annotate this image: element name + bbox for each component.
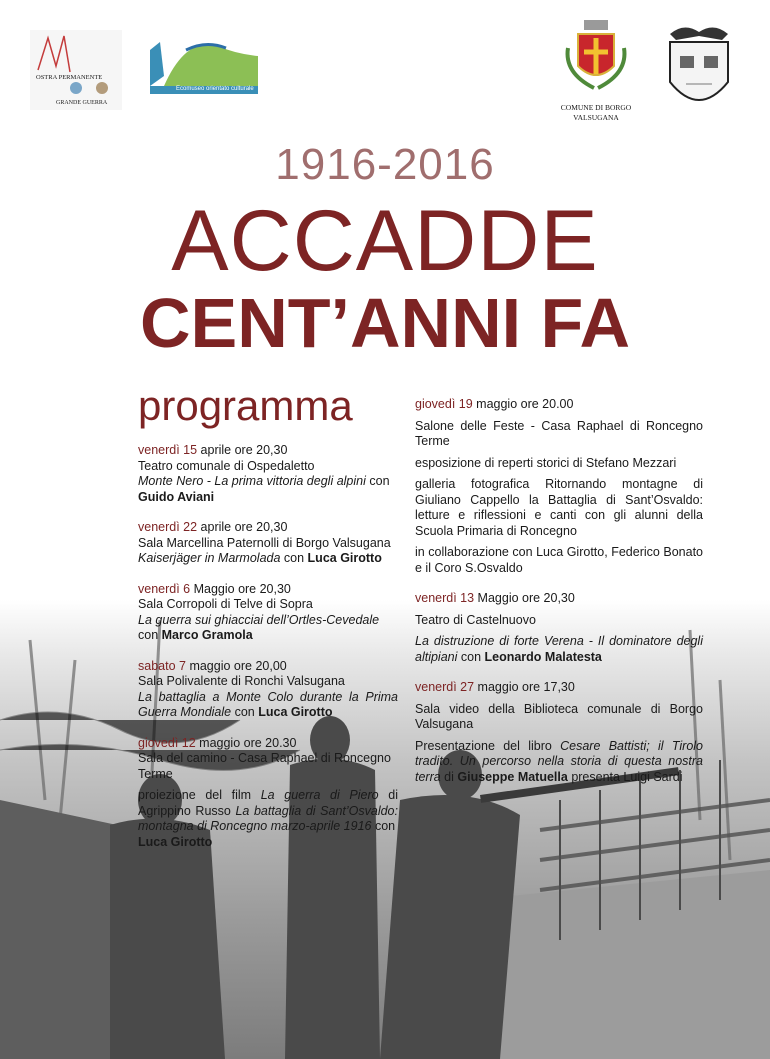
program-left-column	[138, 443, 398, 865]
event-day: sabato 7	[138, 658, 186, 673]
event-speaker: Luca Girotto	[258, 705, 333, 719]
event-time: aprile ore 20,30	[197, 443, 288, 457]
event-item	[138, 443, 398, 505]
title-sub: CENT’ANNI FA	[140, 284, 630, 362]
event-place: Teatro di Castelnuovo	[415, 612, 536, 627]
mostra-permanente-logo	[30, 30, 122, 110]
event-day: venerdì 13	[415, 591, 475, 605]
event-mid: di Agrippino Russo	[138, 788, 398, 818]
event-desc: La guerra sui ghiacciai dell’Ortles-Cevedale	[138, 612, 380, 627]
event-p1: esposizione di reperti storici di Stefano Mezzari	[415, 455, 677, 470]
event-desc: Cesare Battisti; il Tirolo tradito. Un percorso nella storia di questa nostra terra	[415, 738, 704, 784]
event-desc: La guerra di Piero	[260, 788, 379, 802]
event-item	[138, 520, 398, 567]
event-place: Sala Polivalente di Ronchi Valsugana	[138, 674, 345, 688]
mostra-line1: OSTRA PERMANENTE	[36, 74, 103, 81]
event-day: venerdì 22	[138, 520, 198, 534]
event-pre: proiezione del film	[138, 788, 261, 802]
event-place: Sala Corropoli di Telve di Sopra	[138, 597, 313, 611]
event-speaker: Guido Aviani	[138, 489, 215, 504]
event-day: giovedì 12	[138, 735, 196, 750]
event-with: con	[371, 819, 396, 833]
event-time: maggio ore 20,00	[185, 658, 287, 673]
event-item	[415, 397, 703, 576]
event-author: Giuseppe Matuella	[457, 769, 568, 784]
programma-heading: programma	[138, 382, 353, 429]
event-mid: di	[440, 769, 458, 784]
event-with: con	[365, 474, 390, 488]
event-post: presenta Luigi Sardi	[567, 769, 683, 784]
event-pre: Presentazione del libro	[415, 738, 561, 753]
event-with: con	[231, 705, 259, 719]
event-desc: La distruzione di forte Verena - Il dominatore degli altipiani	[415, 634, 703, 664]
m-letter-icon	[30, 30, 122, 110]
event-day: venerdì 6	[138, 581, 191, 596]
ecomuseo-label: Ecomuseo orientato culturale	[176, 86, 254, 92]
mostra-line2: GRANDE GUERRA	[56, 100, 108, 106]
event-with: con	[280, 551, 308, 565]
event-item	[138, 736, 398, 851]
event-time: maggio ore 17,30	[474, 680, 575, 694]
event-desc: Kaiserjäger in Marmolada	[138, 551, 281, 565]
title-years: 1916-2016	[275, 140, 495, 189]
event-place: Teatro comunale di Ospedaletto	[138, 458, 315, 473]
header-logos	[0, 0, 770, 130]
event-speaker: Marco Gramola	[161, 628, 253, 642]
event-place: Sala del camino - Casa Raphael di Roncegno Terme	[138, 751, 391, 781]
ecomuseo-logo	[146, 36, 262, 98]
program-right-column	[415, 397, 703, 800]
coat-of-arms-icon	[556, 18, 636, 98]
event-desc: La battaglia a Monte Colo durante la Prima Guerra Mondiale	[138, 689, 398, 719]
comune-borgo-logo	[556, 18, 636, 122]
event-time: Maggio ore 20,30	[190, 581, 291, 596]
event-with: con	[457, 649, 485, 664]
event-item	[415, 680, 703, 785]
event-speaker: Luca Girotto	[138, 834, 213, 849]
comune-line1: COMUNE DI BORGO	[560, 103, 632, 112]
association-crest-logo	[664, 22, 734, 118]
event-time: maggio ore 20.30	[195, 735, 297, 750]
event-speaker: Luca Girotto	[307, 551, 382, 565]
event-day: venerdì 15	[138, 443, 198, 457]
event-item	[138, 659, 398, 721]
event-time: aprile ore 20,30	[197, 520, 288, 534]
eagle-shield-icon	[664, 22, 734, 118]
event-time: maggio ore 20.00	[472, 397, 574, 411]
event-place: Sala video della Biblioteca comunale di Borgo Valsugana	[415, 701, 703, 731]
event-day: venerdì 27	[415, 680, 475, 694]
event-desc-2: La battaglia di Sant’Osvaldo: montagna di Roncegno marzo-aprile 1916	[138, 803, 398, 833]
comune-line2: VALSUGANA	[573, 113, 619, 122]
event-item	[138, 582, 398, 644]
title-main: ACCADDE	[171, 193, 599, 289]
event-time: Maggio ore 20,30	[474, 591, 575, 605]
event-p3: in collaborazione con Luca Girotto, Federico Bonato e il Coro S.Osvaldo	[415, 545, 703, 575]
event-speaker: Leonardo Malatesta	[484, 649, 602, 664]
event-day: giovedì 19	[415, 397, 473, 411]
event-item	[415, 591, 703, 665]
event-with: con	[138, 628, 162, 642]
event-desc: Monte Nero - La prima vittoria degli alpini	[138, 474, 366, 488]
event-p2: galleria fotografica Ritornando montagne di Giuliano Cappello la Battaglia di Sant’Osvaldo: letture e riflessioni e canti con gli alunni della Scuola Primaria di Roncegno	[415, 477, 703, 538]
event-place: Salone delle Feste - Casa Raphael di Roncegno Terme	[415, 418, 703, 448]
event-place: Sala Marcellina Paternolli di Borgo Valsugana	[138, 535, 391, 550]
